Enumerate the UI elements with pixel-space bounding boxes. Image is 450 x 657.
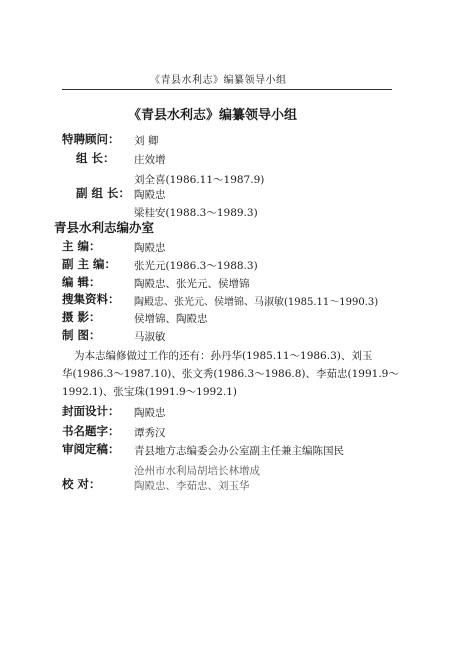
credits-label-2: 审阅定稿： (62, 442, 120, 456)
leadership-label-0: 特聘顾问： (62, 132, 120, 146)
leadership-value-2: 刘全喜(1986.11～1987.9) (134, 174, 265, 186)
office-value-2: 陶殿忠、张光元、侯增锦 (134, 278, 250, 290)
office-label-3: 搜集资料： (62, 292, 120, 306)
office-label-4: 摄 影： (62, 310, 101, 324)
credits-label-1: 书名题字： (62, 424, 120, 438)
leadership-label-1: 组 长： (76, 151, 115, 165)
credits-label-4: 校 对： (62, 477, 101, 491)
credits-value-0: 陶殿忠 (134, 407, 166, 419)
leadership-label-3: 副 组 长： (76, 186, 131, 200)
credits-value-4: 陶殿忠、李茹忠、刘玉华 (134, 480, 250, 492)
office-label-1: 副 主 编： (62, 257, 117, 271)
leadership-value-3: 陶殿忠 (134, 189, 166, 201)
office-title: 青县水利志编办室 (54, 220, 155, 235)
contributors-line-2: 1992.1)、张宝珠(1991.9～1992.1) (62, 386, 238, 398)
office-value-4: 侯增锦、陶殿忠 (134, 313, 208, 325)
office-value-1: 张光元(1986.3～1988.3) (134, 260, 258, 272)
credits-label-0: 封面设计： (62, 404, 120, 418)
leadership-value-0: 刘 卿 (134, 135, 159, 147)
credits-value-3: 沧州市水利局胡培长林增成 (134, 465, 260, 477)
contributors-paragraph (62, 347, 399, 401)
credits-value-1: 谭秀汉 (134, 427, 166, 439)
running-header: 《青县水利志》编纂领导小组 (150, 75, 287, 86)
header-rule (62, 89, 392, 90)
office-value-5: 马淑敏 (134, 331, 166, 343)
leadership-value-4: 梁桂安(1988.3～1989.3) (134, 207, 258, 219)
contributors-line-1: 华(1986.3～1987.10)、张文秀(1986.3～1986.8)、李茹忠(1991.9～ (62, 368, 399, 380)
credits-value-2: 青县地方志编委会办公室副主任兼主编陈国民 (134, 445, 344, 457)
office-label-0: 主 编： (62, 239, 101, 253)
leadership-value-1: 庄效增 (134, 154, 166, 166)
office-value-0: 陶殿忠 (134, 242, 166, 254)
office-value-3: 陶殿忠、张光元、侯增锦、马淑敏(1985.11～1990.3) (134, 297, 379, 308)
contributors-line-0: 为本志编修做过工作的还有：孙丹华(1985.11～1986.3)、刘玉 (74, 350, 373, 362)
office-label-5: 制 图： (62, 328, 101, 342)
page-title: 《青县水利志》编纂领导小组 (128, 108, 298, 123)
office-label-2: 编 辑： (62, 275, 101, 289)
